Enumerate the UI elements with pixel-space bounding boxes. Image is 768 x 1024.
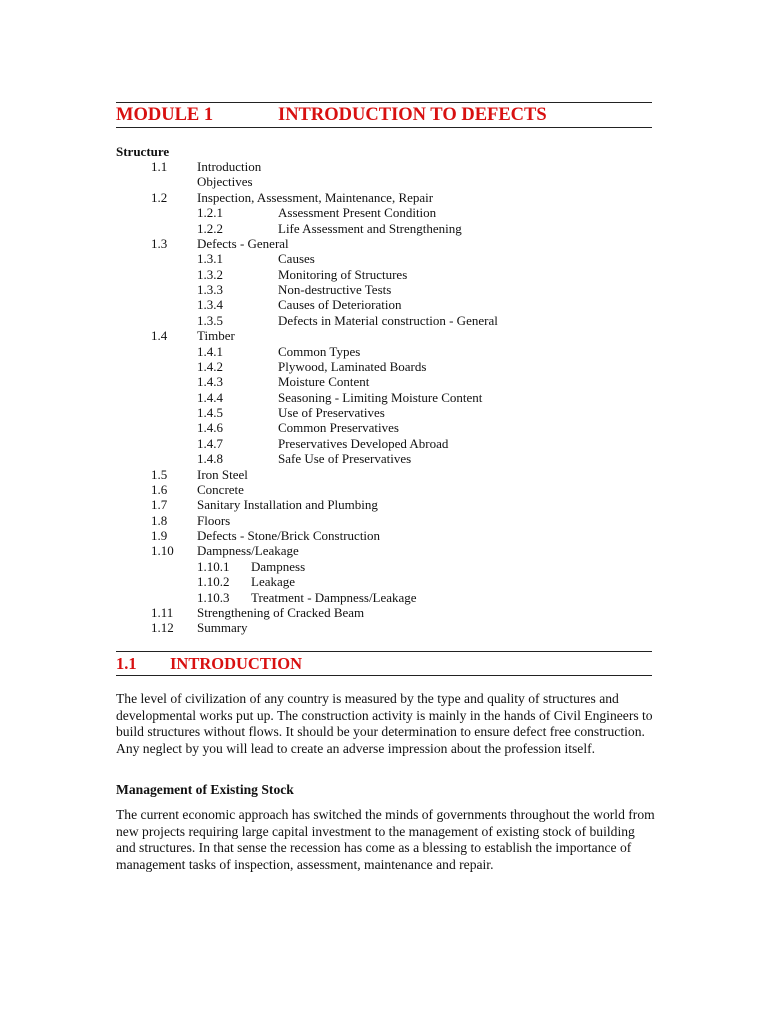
toc-row (116, 313, 656, 328)
toc-row (116, 282, 656, 297)
toc-row (116, 374, 656, 389)
toc-number: 1.3.2 (197, 266, 223, 282)
subheading-management: Management of Existing Stock (116, 782, 294, 797)
toc-entry-title: Common Types (278, 343, 361, 359)
toc-entry-title: Common Preservatives (278, 420, 399, 436)
toc-row (116, 528, 656, 543)
toc-entry-title: Leakage (251, 574, 296, 590)
toc-row (116, 467, 656, 482)
toc-number: 1.5 (151, 466, 168, 482)
toc-entry-title: Preservatives Developed Abroad (278, 435, 449, 451)
management-paragraph: The current economic approach has switched the minds of governments throughout the world from new projects requiring large capital investment to the management of existing stock of building and structures. In that sense the recession has come as a blessing to establish the importance of management tasks of inspection, assessment, maintenance and repair. (116, 807, 655, 872)
toc-row (116, 436, 656, 451)
toc-entry-title: Introduction (197, 159, 262, 174)
toc-row (116, 344, 656, 359)
toc-number: 1.3 (151, 235, 168, 251)
toc-number: 1.4.3 (197, 374, 223, 390)
toc-row (116, 559, 656, 574)
module-header-top-rule (116, 102, 652, 103)
toc-number: 1.10.2 (197, 574, 230, 590)
toc-entry-title: Defects - General (197, 235, 289, 251)
toc-row (116, 497, 656, 512)
toc-number: 1.4.4 (197, 389, 223, 405)
toc-number: 1.3.1 (197, 251, 223, 267)
toc-row (116, 590, 656, 605)
toc-row (116, 236, 656, 251)
toc-number: 1.3.5 (197, 312, 223, 328)
toc-row (116, 482, 656, 497)
toc-entry-title: Assessment Present Condition (278, 205, 437, 221)
toc-entry-title: Strengthening of Cracked Beam (197, 604, 365, 620)
table-of-contents (116, 159, 656, 636)
toc-entry-title: Seasoning - Limiting Moisture Content (278, 389, 483, 405)
toc-entry-title: Safe Use of Preservatives (278, 451, 412, 467)
intro-paragraph: The level of civilization of any country is measured by the type and quality of structures and developmental works put up. The construction activity is mainly in the hands of Civil Engineers to build structures without flows. It should be your determination to ensure defect free construction. Any neglect by you will lead to create an adverse impression about the profession itself. (116, 691, 653, 756)
toc-number: 1.9 (151, 528, 168, 543)
toc-number: 1.2.2 (197, 220, 223, 236)
module-label: MODULE 1 (116, 105, 214, 125)
toc-number: 1.1 (151, 159, 168, 174)
toc-row (116, 451, 656, 466)
toc-row (116, 221, 656, 236)
toc-number: 1.4.7 (197, 435, 223, 451)
section-header-bottom-rule (116, 675, 652, 676)
toc-row (116, 605, 656, 620)
toc-entry-title: Use of Preservatives (278, 405, 385, 420)
toc-row (116, 328, 656, 343)
toc-number: 1.4 (151, 328, 168, 344)
toc-number: 1.12 (151, 620, 174, 636)
toc-row (116, 574, 656, 589)
toc-number: 1.4.6 (197, 420, 223, 436)
toc-number: 1.2.1 (197, 205, 223, 221)
toc-row (116, 174, 656, 189)
toc-row (116, 190, 656, 205)
toc-row (116, 297, 656, 312)
toc-entry-title: Sanitary Installation and Plumbing (197, 497, 378, 513)
toc-entry-title: Concrete (197, 481, 244, 497)
section-title: INTRODUCTION (170, 654, 303, 673)
toc-number: 1.4.8 (197, 451, 223, 467)
toc-entry-title: Moisture Content (278, 374, 370, 390)
toc-entry-title: Iron Steel (197, 466, 248, 482)
section-number: 1.1 (116, 654, 137, 673)
toc-number: 1.7 (151, 497, 168, 513)
toc-entry-title: Monitoring of Structures (278, 266, 408, 282)
toc-number: 1.3.3 (197, 282, 223, 297)
toc-row (116, 513, 656, 528)
toc-entry-title: Dampness (251, 558, 306, 574)
toc-number: 1.10 (151, 543, 174, 559)
structure-title: Structure (116, 144, 170, 159)
toc-entry-title: Life Assessment and Strengthening (278, 220, 462, 236)
section-header-top-rule (116, 651, 652, 652)
toc-row (116, 267, 656, 282)
toc-number: 1.6 (151, 481, 168, 497)
toc-entry-title: Treatment - Dampness/Leakage (251, 589, 417, 605)
toc-entry-title: Dampness/Leakage (197, 543, 299, 559)
toc-row (116, 543, 656, 558)
toc-number: 1.11 (151, 604, 174, 620)
module-title: INTRODUCTION TO DEFECTS (278, 105, 547, 125)
toc-row (116, 620, 656, 635)
toc-number: 1.10.1 (197, 558, 230, 574)
toc-entry-title: Defects in Material construction - General (278, 312, 498, 328)
toc-entry-title: Causes of Deterioration (278, 297, 402, 313)
toc-entry-title: Inspection, Assessment, Maintenance, Repair (197, 189, 434, 205)
toc-row (116, 159, 656, 174)
toc-entry-title: Floors (197, 512, 231, 528)
toc-row (116, 390, 656, 405)
toc-row (116, 405, 656, 420)
toc-number: 1.10.3 (197, 589, 230, 605)
module-header-bottom-rule (116, 127, 652, 128)
toc-entry-title: Non-destructive Tests (278, 282, 392, 297)
toc-entry-title: Objectives (197, 174, 253, 190)
toc-row (116, 205, 656, 220)
toc-entry-title: Timber (197, 328, 235, 344)
toc-row (116, 251, 656, 266)
toc-entry-title: Plywood, Laminated Boards (278, 358, 427, 374)
toc-number: 1.4.2 (197, 358, 223, 374)
toc-number: 1.4.1 (197, 343, 223, 359)
toc-entry-title: Summary (197, 620, 248, 636)
toc-row (116, 420, 656, 435)
toc-number: 1.4.5 (197, 405, 223, 420)
toc-entry-title: Defects - Stone/Brick Construction (197, 528, 381, 543)
toc-number: 1.3.4 (197, 297, 223, 313)
toc-row (116, 359, 656, 374)
toc-entry-title: Causes (278, 251, 315, 267)
toc-number: 1.2 (151, 189, 168, 205)
toc-number: 1.8 (151, 512, 168, 528)
